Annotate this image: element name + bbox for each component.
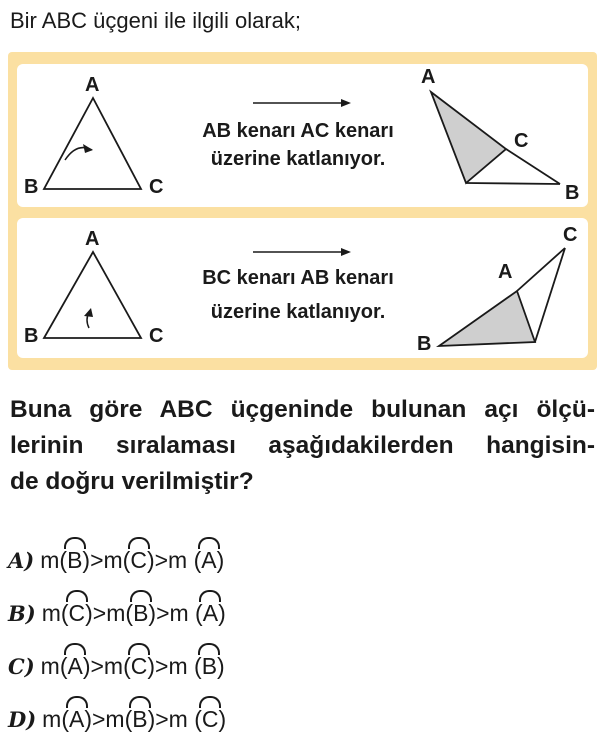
- folded-shaded-region-1: [431, 92, 506, 183]
- label-C-right-2: C: [563, 224, 578, 246]
- option-letter: A): [8, 548, 35, 573]
- triangle-original-1: [44, 98, 141, 189]
- option-text: )>m (: [146, 547, 202, 573]
- intro-text: Bir ABC üçgeni ile ilgili olarak;: [10, 8, 302, 33]
- caption-line: üzerine katlanıyor.: [210, 301, 386, 323]
- angle-symbol: C: [202, 701, 219, 737]
- option-text: )>m (: [148, 600, 203, 626]
- fold-panel-1: [17, 64, 588, 207]
- option-text: m(: [40, 547, 68, 573]
- option-text: )>m(: [82, 653, 131, 679]
- option-letter: C): [8, 654, 35, 679]
- option-letter: D): [8, 707, 37, 732]
- transform-arrowhead-2: [341, 248, 351, 256]
- label-B-right-2: B: [417, 333, 432, 355]
- fold-panel-2: [17, 218, 588, 358]
- angle-symbol: A: [67, 648, 82, 684]
- option-text: )>m(: [82, 547, 131, 573]
- option-c[interactable]: [8, 648, 225, 684]
- fold-arrowhead-icon: [84, 308, 93, 317]
- question-line: lerinin sıralaması aşağıdakilerden hangisin-: [10, 432, 595, 459]
- label-A-left-1: A: [85, 74, 100, 96]
- label-B-left-1: B: [24, 176, 39, 198]
- angle-symbol: B: [67, 542, 82, 578]
- label-C-left-1: C: [149, 176, 164, 198]
- label-C-right-1: C: [514, 130, 529, 152]
- angle-symbol: C: [69, 595, 86, 631]
- option-a[interactable]: [8, 542, 224, 578]
- option-text: m(: [41, 600, 69, 626]
- fold-base-1: [466, 183, 560, 184]
- transform-arrowhead-1: [341, 99, 351, 107]
- folded-shaded-region-2: [439, 291, 535, 346]
- fold-caption-1: [168, 117, 428, 173]
- label-A-right-2: A: [498, 261, 513, 283]
- angle-symbol: C: [131, 648, 148, 684]
- option-text: ): [218, 706, 227, 732]
- angle-symbol: B: [132, 701, 147, 737]
- angle-symbol: C: [130, 542, 147, 578]
- angle-symbol: A: [69, 701, 84, 737]
- angle-symbol: B: [202, 648, 217, 684]
- option-text: )>m (: [147, 653, 202, 679]
- question-text: [10, 392, 595, 500]
- question-line: Buna göre ABC üçgeninde bulunan açı ölçü-: [10, 396, 595, 423]
- option-text: ): [218, 600, 226, 626]
- option-text: )>m(: [84, 706, 133, 732]
- fold-caption-2: [168, 261, 428, 329]
- angle-symbol: B: [133, 595, 148, 631]
- angle-symbol: A: [201, 542, 216, 578]
- option-text: ): [216, 547, 225, 573]
- label-A-left-2: A: [85, 228, 100, 250]
- label-C-left-2: C: [149, 325, 164, 347]
- label-A-right-1: A: [421, 66, 436, 88]
- caption-line: AB kenarı AC kenarı: [202, 120, 394, 142]
- option-text: m(: [42, 706, 69, 732]
- label-B-right-1: B: [565, 182, 580, 204]
- caption-line: BC kenarı AB kenarı: [202, 267, 394, 289]
- fold-arrowhead-icon: [83, 144, 93, 153]
- question-line: de doğru verilmiştir?: [10, 468, 254, 495]
- label-B-left-2: B: [24, 325, 39, 347]
- option-text: m(: [40, 653, 68, 679]
- caption-line: üzerine katlanıyor.: [210, 148, 386, 170]
- option-text: ): [217, 653, 225, 679]
- fold-edge-1: [506, 149, 560, 184]
- option-letter: B): [8, 601, 36, 626]
- option-text: )>m(: [85, 600, 134, 626]
- triangle-original-2: [44, 252, 141, 338]
- option-text: )>m (: [147, 706, 202, 732]
- angle-symbol: A: [203, 595, 218, 631]
- option-d[interactable]: [8, 701, 226, 737]
- option-b[interactable]: [8, 595, 226, 631]
